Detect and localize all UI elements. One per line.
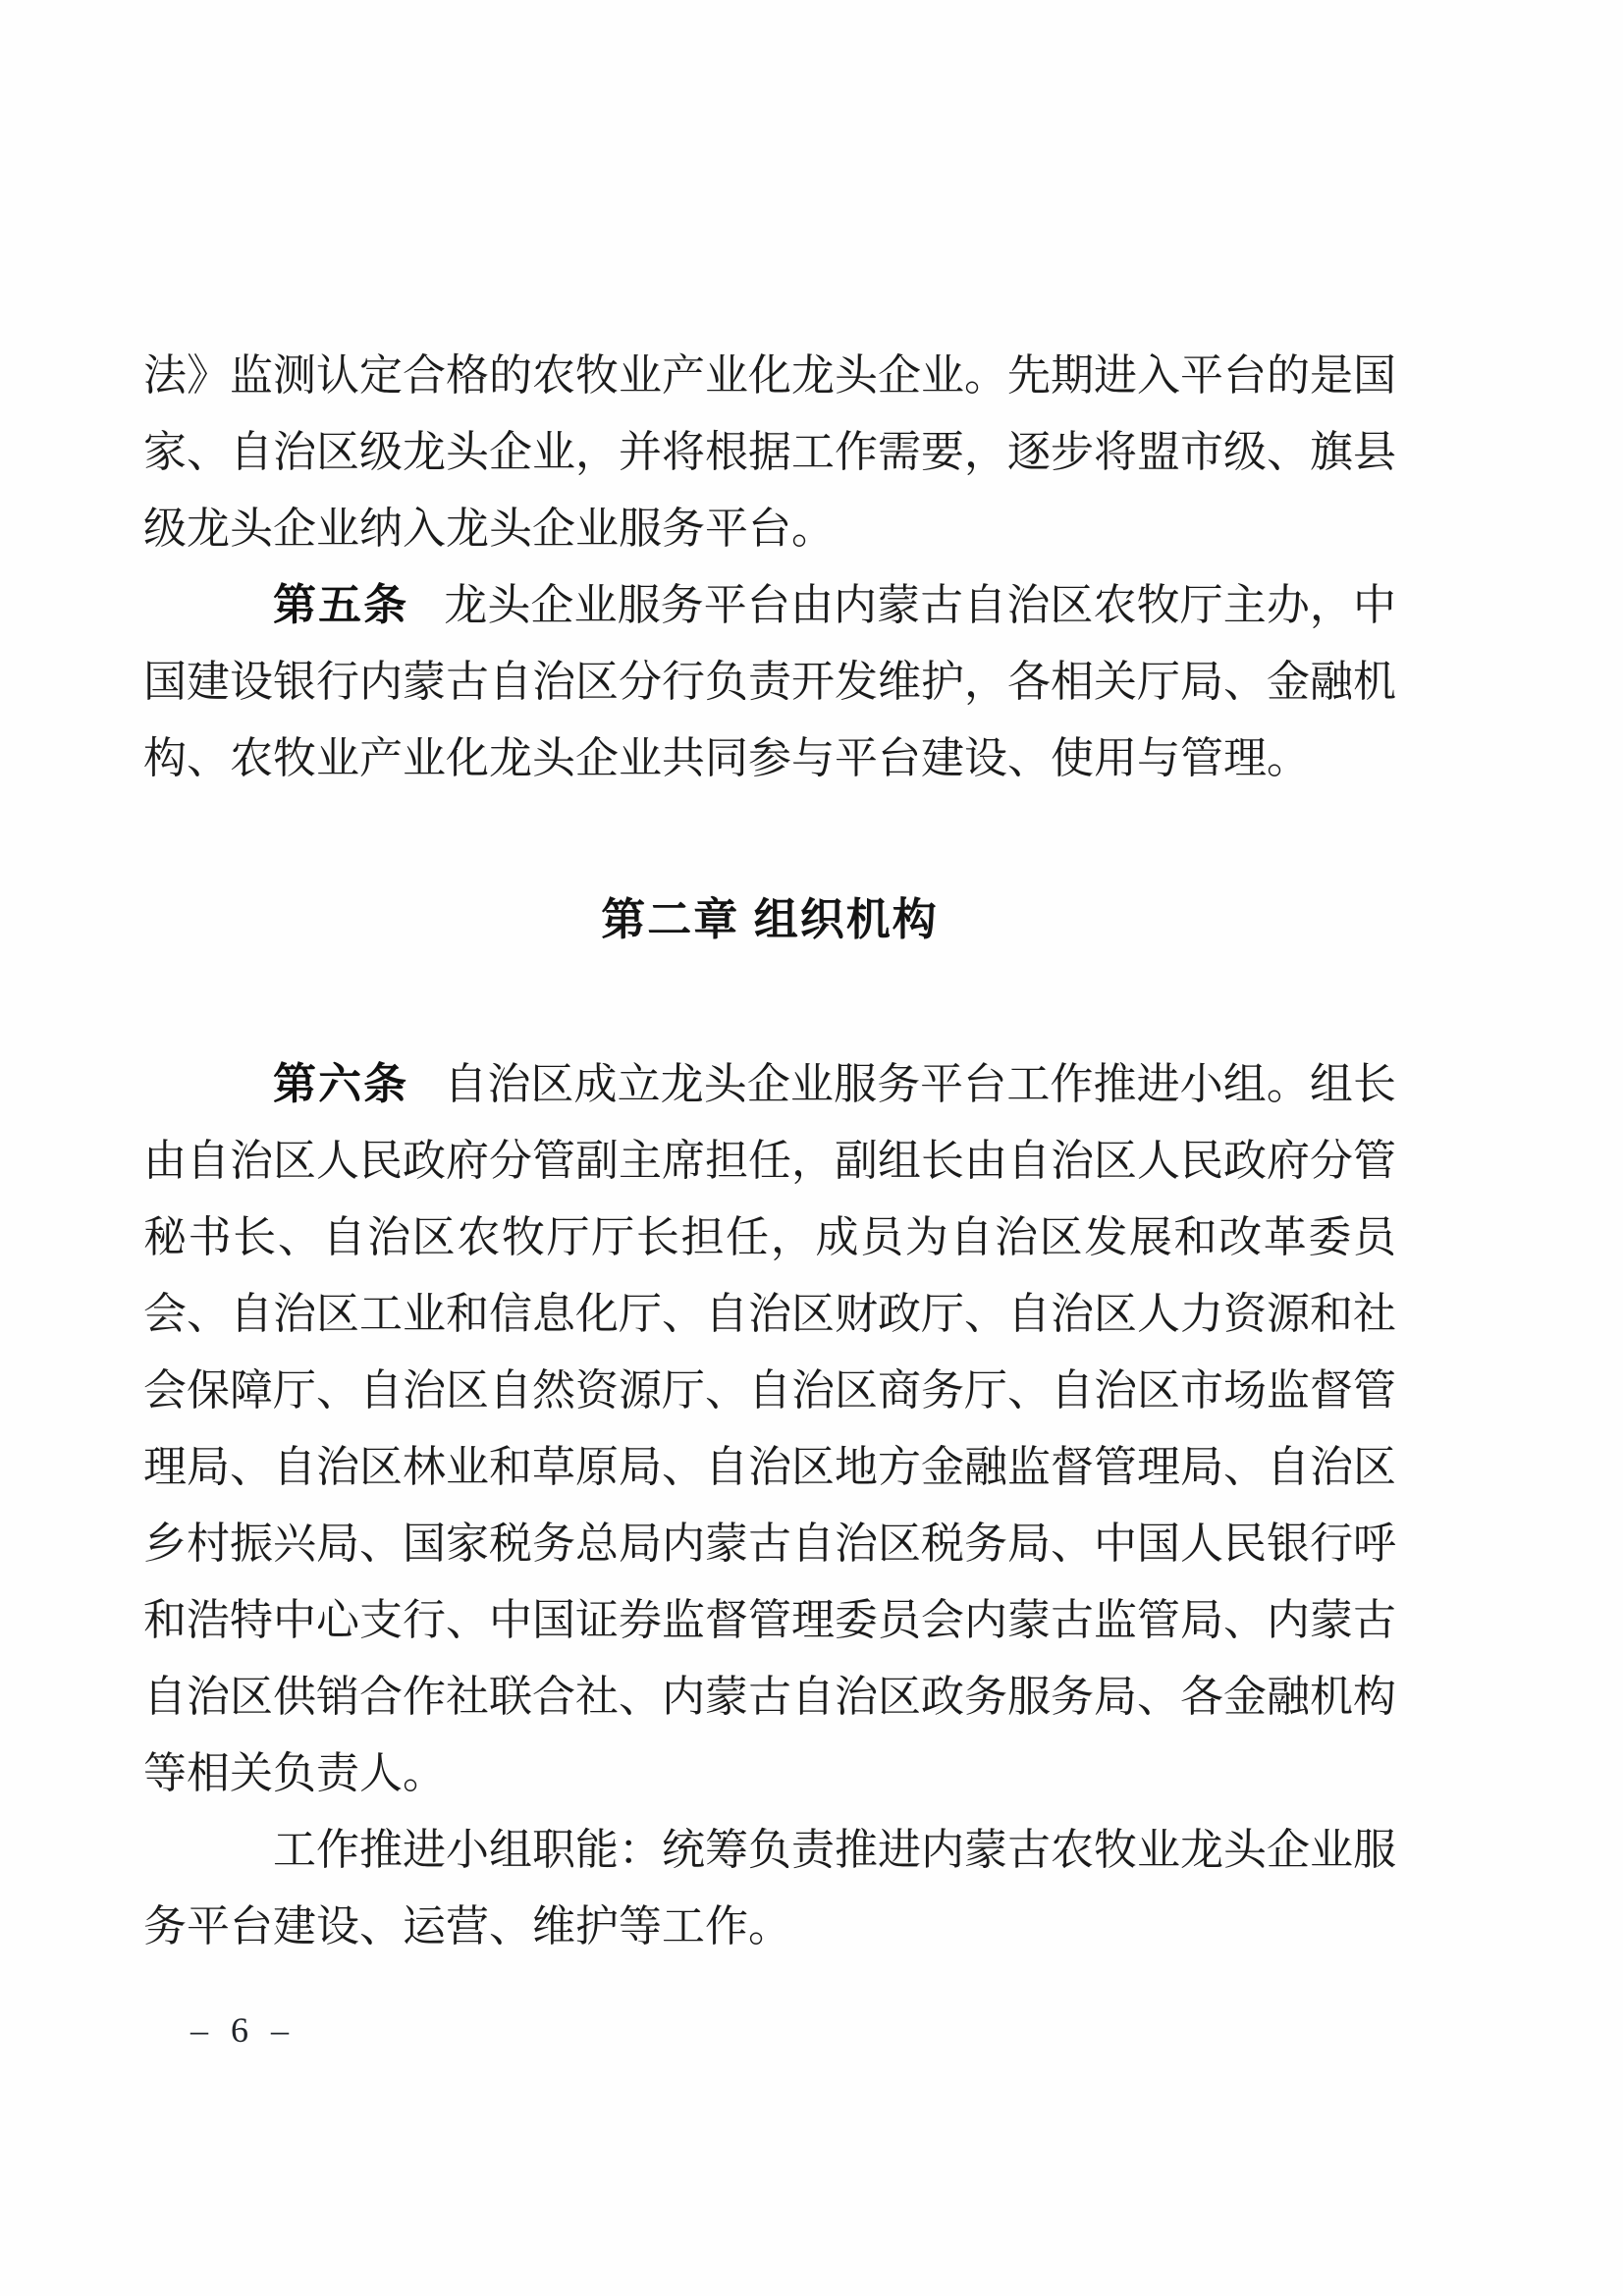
document-body	[143, 338, 1396, 1965]
article-5-text: 龙头企业服务平台由内蒙古自治区农牧厅主办，中国建设银行内蒙古自治区分行负责开发维护，各相关厅局、金融机构、农牧业产业化龙头企业共同参与平台建设、使用与管理。	[143, 581, 1396, 782]
article-6-number: 第六条	[273, 1060, 409, 1108]
article-5-paragraph	[143, 567, 1396, 797]
article-5-number: 第五条	[273, 581, 409, 629]
article-6-paragraph	[143, 1046, 1396, 1812]
article-6-text: 自治区成立龙头企业服务平台工作推进小组。组长由自治区人民政府分管副主席担任，副组长由自治区人民政府分管秘书长、自治区农牧厅厅长担任，成员为自治区发展和改革委员会、自治区工业和信息化厅、自治区财政厅、自治区人力资源和社会保障厅、自治区自然资源厅、自治区商务厅、自治区市场监督管理局、自治区林业和草原局、自治区地方金融监督管理局、自治区乡村振兴局、国家税务总局内蒙古自治区税务局、中国人民银行呼和浩特中心支行、中国证券监督管理委员会内蒙古监管局、内蒙古自治区供销合作社联合社、内蒙古自治区政务服务局、各金融机构等相关负责人。	[143, 1060, 1396, 1797]
duties-paragraph: 工作推进小组职能：统筹负责推进内蒙古农牧业龙头企业服务平台建设、运营、维护等工作。	[143, 1826, 1396, 1950]
continuation-paragraph: 法》监测认定合格的农牧业产业化龙头企业。先期进入平台的是国家、自治区级龙头企业，并将根据工作需要，逐步将盟市级、旗县级龙头企业纳入龙头企业服务平台。	[143, 351, 1396, 553]
chapter-heading: 第二章 组织机构	[601, 894, 939, 944]
page-number: – 6 –	[190, 2010, 296, 2050]
